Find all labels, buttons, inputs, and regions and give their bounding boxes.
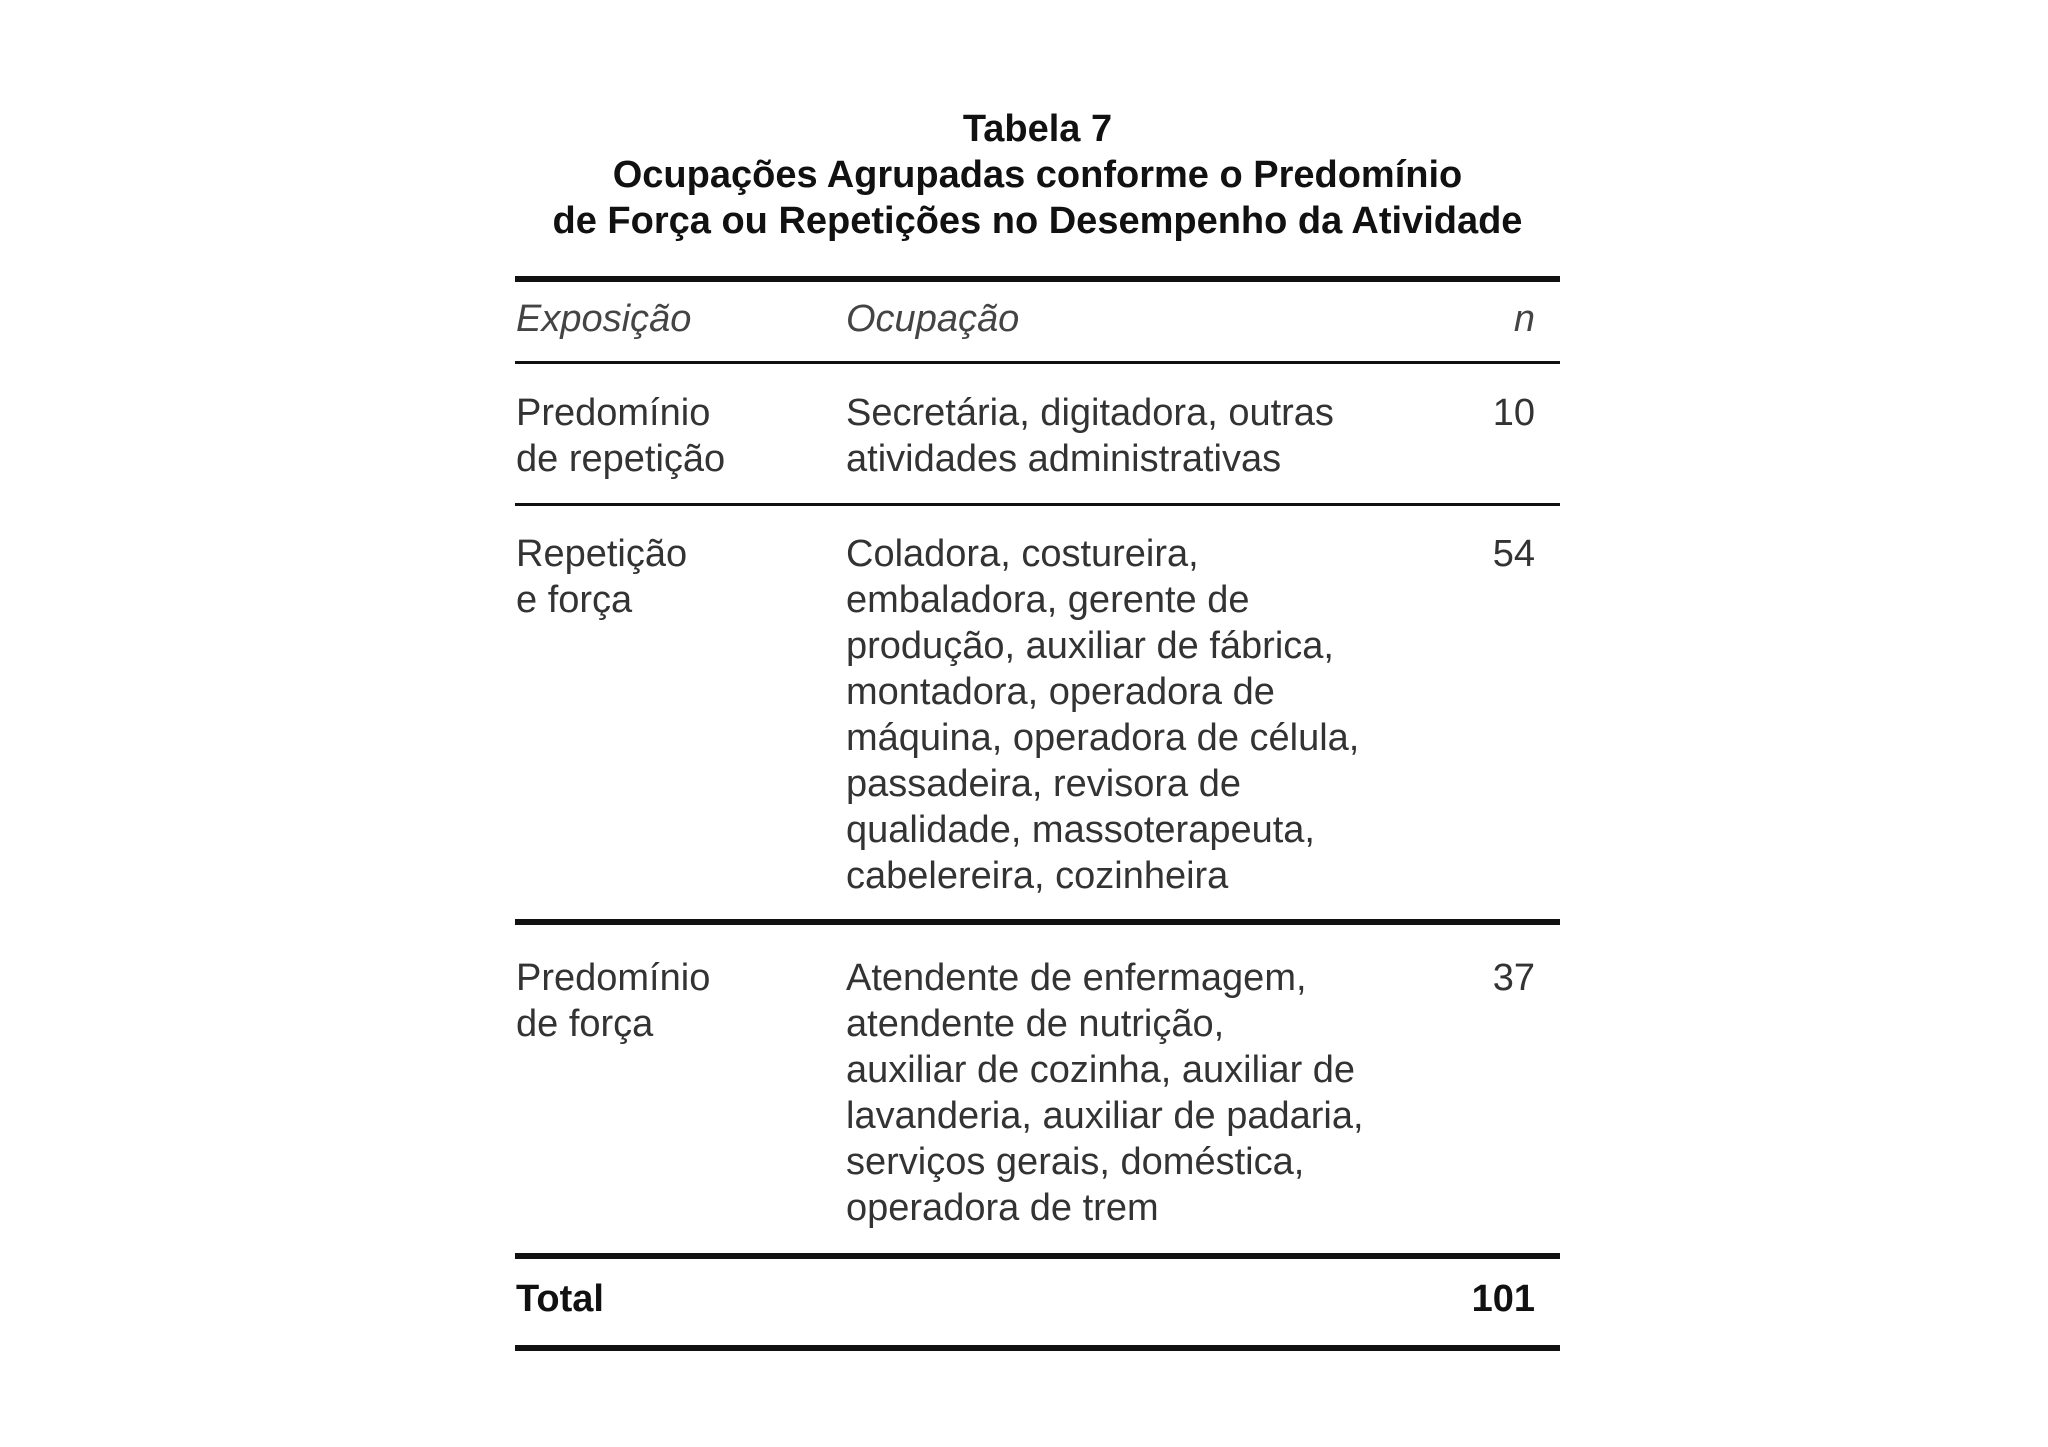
table-number: Tabela 7 [962, 108, 1113, 150]
row-rule [515, 503, 1560, 506]
total-n: 101 [1471, 1278, 1535, 1320]
bottom-rule [515, 1345, 1560, 1351]
row-2-occupation: Coladora, costureira, embaladora, gerente de produção, auxiliar de fábrica, montadora, operadora de máquina, operadora de célula, passadeira, revisora de qualidade, massoterapeuta, cabelereira, cozinheira [846, 533, 1360, 897]
row-rule [515, 919, 1560, 925]
row-3-exposure: Predomínio de força [516, 957, 711, 1045]
total-rule [515, 1253, 1560, 1259]
header-rule [515, 361, 1560, 364]
top-rule [515, 276, 1560, 282]
table-title-line-1: Ocupações Agrupadas conforme o Predomínio [612, 154, 1463, 196]
row-1-n: 10 [1492, 392, 1535, 434]
row-3-occupation: Atendente de enfermagem, atendente de nutrição, auxiliar de cozinha, auxiliar de lavanderia, auxiliar de padaria, serviços gerais, doméstica, operadora de trem [846, 957, 1364, 1229]
row-1-occupation: Secretária, digitadora, outras atividades administrativas [846, 392, 1334, 480]
row-3-n: 37 [1492, 957, 1535, 999]
header-n: n [1513, 298, 1535, 340]
table-title-line-2: de Força ou Repetições no Desempenho da Atividade [552, 200, 1523, 242]
header-occupation: Ocupação [846, 298, 1020, 340]
total-label: Total [516, 1278, 604, 1320]
row-2-exposure: Repetição e força [516, 533, 688, 621]
row-1-exposure: Predomínio de repetição [516, 392, 726, 480]
header-exposure: Exposição [516, 298, 692, 340]
row-2-n: 54 [1492, 533, 1535, 575]
